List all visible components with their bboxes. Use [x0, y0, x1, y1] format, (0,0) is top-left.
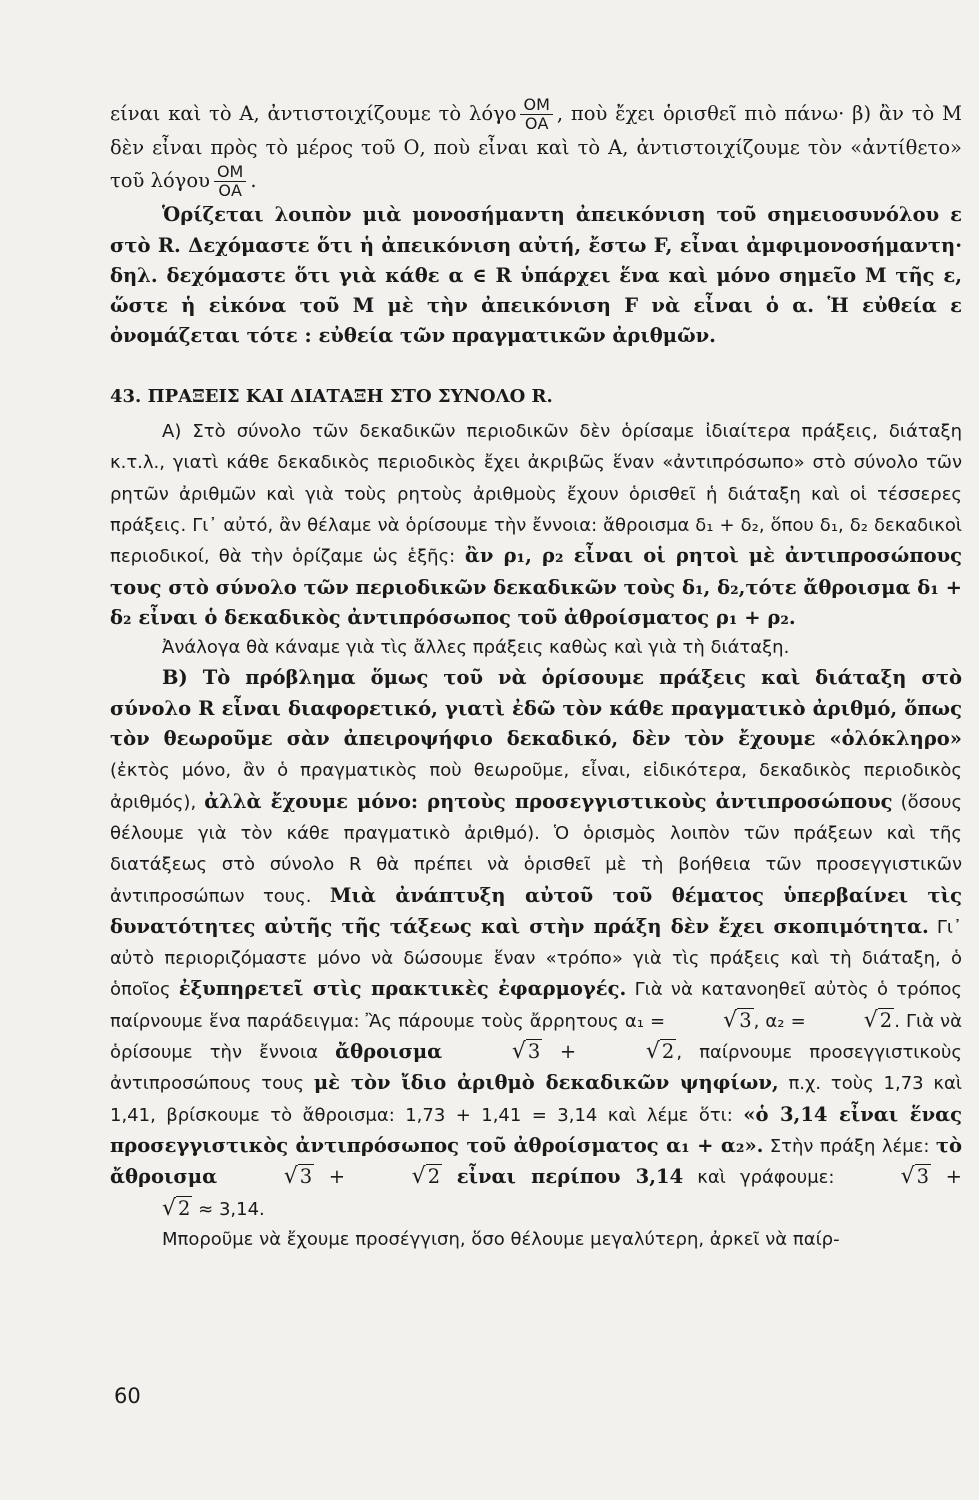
bold-text: ἀλλὰ ἔχουμε μόνο: ρητοὺς προσεγγιστικοὺς ἀντιπροσώπους: [204, 789, 893, 813]
text: .: [250, 169, 257, 193]
page-text: [110, 96, 962, 1255]
radicand: 2: [879, 1008, 893, 1032]
paragraph-last: Μποροῦμε νὰ ἔχουμε προσέγγιση, ὅσο θέλουμε μεγαλύτερη, ἀρκεῖ νὰ παίρ-: [162, 1228, 840, 1250]
text: (ὅσους θέλουμε γιὰ τὸν κάθε πραγματικὸ ἀριθμό). Ὁ ὁρισμὸς λοιπὸν τῶν πράξεων καὶ τῆς διατάξεως στὸ σύνολο R θὰ πρέπει νὰ ὁρισθεῖ μὲ τὴ βοήθεια τῶν προσεγγιστικῶν ἀντιπροσώπων τους.: [110, 791, 963, 907]
text: καὶ γράφουμε:: [683, 1167, 849, 1189]
bold-text: μὲ τὸν ἴδιο ἀριθμὸ δεκαδικῶν ψηφίων,: [313, 1071, 779, 1095]
fraction-om-oa: [520, 96, 552, 133]
numerator: ΟΜ: [523, 95, 550, 114]
paragraph-analogous: Ἀνάλογα θὰ κάναμε γιὰ τὶς ἄλλες πράξεις καθὼς καὶ γιὰ τὴ διάταξη.: [162, 637, 790, 659]
text: Στὴν πράξη λέμε:: [763, 1135, 936, 1157]
bold-text: ἐξυπηρετεῖ στὶς πρακτικὲς ἐφαρμογές.: [178, 977, 627, 1001]
paragraph-b: [110, 663, 962, 1224]
text: είναι καὶ τὸ Α, ἀντιστοιχίζουμε τὸ λόγο: [110, 102, 517, 125]
text: Α) Στὸ σύνολο τῶν δεκαδικῶν περιοδικῶν δὲν ὁρίσαμε ἰδιαίτερα πράξεις, διάταξη κ.τ.λ., γιατὶ κάθε δεκαδικὸς περιοδικὸς ἔχει ἀκριβῶς ἕναν «ἀντιπρόσωπο» στὸ σύνολο τῶν ρητῶν ἀριθμῶν καὶ γιὰ τοὺς ρητοὺς ἀριθμοὺς ἔχουν ὁρισθεῖ ἡ διάταξη καὶ οἱ τέσσερες πράξεις. Γι᾿ αὐτό, ἂν θέλαμε νὰ ὁρίσουμε τὴν ἔννοια: ἄθροισμα δ₁ + δ₂, ὅπου δ₁, δ₂ δεκαδικοὶ περιοδικοί, θὰ τὴν ὁρίζαμε ὡς ἑξῆς:: [110, 421, 962, 568]
denominator: ΟΑ: [520, 114, 552, 133]
text: β) ἂν τὸ Μ δὲν εἶναι πρὸς τὸ μέρος τοῦ Ο, ποὺ εἶναι καὶ τὸ Α, ἀντιστοιχίζουμε τὸν «ἀντίθετο» τοῦ λόγου: [110, 102, 963, 193]
sqrt-2: √ 2: [411, 1164, 441, 1190]
text: , α₂ =: [753, 1010, 812, 1032]
text: , ποὺ ἔχει ὁρισθεῖ πιὸ πάνω·: [556, 102, 845, 125]
sqrt-3: √ 3: [900, 1164, 930, 1190]
section-heading: 43. ΠΡΑΞΕΙΣ ΚΑΙ ΔΙΑΤΑΞΗ ΣΤΟ ΣΥΝΟΛΟ R.: [110, 385, 553, 407]
radicand: 3: [299, 1165, 313, 1189]
sqrt-2: √ 2: [162, 1195, 191, 1221]
numerator: ΟΜ: [216, 162, 244, 182]
sqrt-3: √ 3: [283, 1164, 313, 1190]
plus-sign: +: [542, 1040, 594, 1064]
definition-paragraph: Ὁρίζεται λοιπὸν μιὰ μονοσήμαντη ἀπεικόνιση τοῦ σημειοσυνόλου ε στὸ R. Δεχόμαστε ὅτι ἡ ἀπεικόνιση αὐτή, ἔστω F, εἶναι ἀμφιμονοσήμαντη· δηλ. δεχόμαστε ὅτι γιὰ κάθε α ∈ R ὑπάρχει ἕνα καὶ μόνο σημεῖο Μ τῆς ε, ὥστε ἡ εἰκόνα τοῦ Μ μὲ τὴν ἀπεικόνιση F νὰ εἶναι ὁ α. Ἡ εὐθεία ε ὀνομάζεται τότε : εὐθεία τῶν πραγματικῶν ἀριθμῶν.: [110, 203, 962, 348]
radicand: 2: [427, 1165, 441, 1189]
bold-text: τὸ ἄθροισμα: [110, 1133, 962, 1189]
sqrt-3: √ 3: [511, 1039, 541, 1065]
radicand: 2: [661, 1040, 675, 1064]
bold-text: Μιὰ ἀνάπτυξη αὐτοῦ τοῦ θέματος ὑπερβαίνει τὶς δυνατότητες αὐτῆς τῆς τάξεως καὶ στὴν πράξη δὲν ἔχει σκοπιμότητα.: [110, 883, 962, 938]
bold-text: Β) Τὸ πρόβλημα ὅμως τοῦ νὰ ὁρίσουμε πράξεις καὶ διάταξη στὸ σύνολο R εἶναι διαφορετικό, γιατὶ ἐδῶ τὸν κάθε πραγματικὸ ἀριθμό, ὅπως τὸν θεωροῦμε σὰν ἀπειροψήφιο δεκαδικό, δὲν τὸν ἔχουμε «ὁλόκληρο»: [110, 666, 962, 751]
text: ≈ 3,14.: [192, 1198, 265, 1220]
text: Γιὰ νὰ κατανοηθεῖ αὐτὸς ὁ τρόπος παίρνουμε ἕνα παράδειγμα: Ἂς πάρουμε τοὺς ἄρρητους α₁ =: [110, 979, 962, 1032]
plus-sign: +: [314, 1165, 360, 1189]
bold-text: εἶναι περίπου 3,14: [456, 1165, 684, 1189]
bold-text: ἄθροισμα: [335, 1040, 443, 1064]
paragraph-a: [110, 416, 962, 633]
text: Γι᾿ αὐτὸ περιοριζόμαστε μόνο νὰ δώσουμε ἕναν «τρόπο» γιὰ τὶς πράξεις καὶ τὴ διάταξη, ὁ ὁποῖος: [110, 916, 962, 1001]
denominator: ΟΑ: [214, 181, 246, 200]
text: . Γιὰ νὰ ὁρίσουμε τὴν ἔννοια: [110, 1010, 962, 1064]
radicand: 3: [527, 1040, 541, 1064]
paragraph-continuation: [110, 96, 962, 200]
radicand: 3: [916, 1165, 930, 1189]
text: , παίρνουμε προσεγγιστικοὺς ἀντιπροσώπους τους: [110, 1042, 962, 1095]
sqrt-2: √ 2: [645, 1039, 675, 1065]
radicand: 3: [739, 1008, 752, 1032]
sqrt-3: √ 3: [723, 1007, 752, 1033]
fraction-om-oa: [214, 163, 246, 200]
bold-text: «ὁ 3,14 εἶναι ἕνας προσεγγιστικὸς ἀντιπρόσωπος τοῦ ἀθροίσματος α₁ + α₂».: [110, 1102, 962, 1157]
text: π.χ. τοὺς 1,73 καὶ 1,41, βρίσκουμε τὸ ἄθροισμα: 1,73 + 1,41 = 3,14 καὶ λέμε ὅτι:: [110, 1073, 962, 1126]
bold-text: ἂν ρ₁, ρ₂ εἶναι οἱ ρητοὶ μὲ ἀντιπροσώπους τους στὸ σύνολο τῶν περιοδικῶν δεκαδικῶν τοὺς δ₁, δ₂,τότε ἄθροισμα δ₁ + δ₂ εἶναι ὁ δεκαδικὸς ἀντιπρόσωπος τοῦ ἀθροίσματος ρ₁ + ρ₂.: [110, 544, 963, 629]
page-number: 60: [114, 1384, 141, 1408]
radicand: 2: [178, 1196, 191, 1220]
plus-sign: +: [931, 1165, 962, 1189]
text: (ἐκτὸς μόνο, ἂν ὁ πραγματικὸς ποὺ θεωροῦμε, εἶναι, εἰδικότερα, δεκαδικὸς περιοδικὸς ἀριθμός),: [110, 760, 962, 813]
sqrt-2: √ 2: [863, 1007, 893, 1033]
